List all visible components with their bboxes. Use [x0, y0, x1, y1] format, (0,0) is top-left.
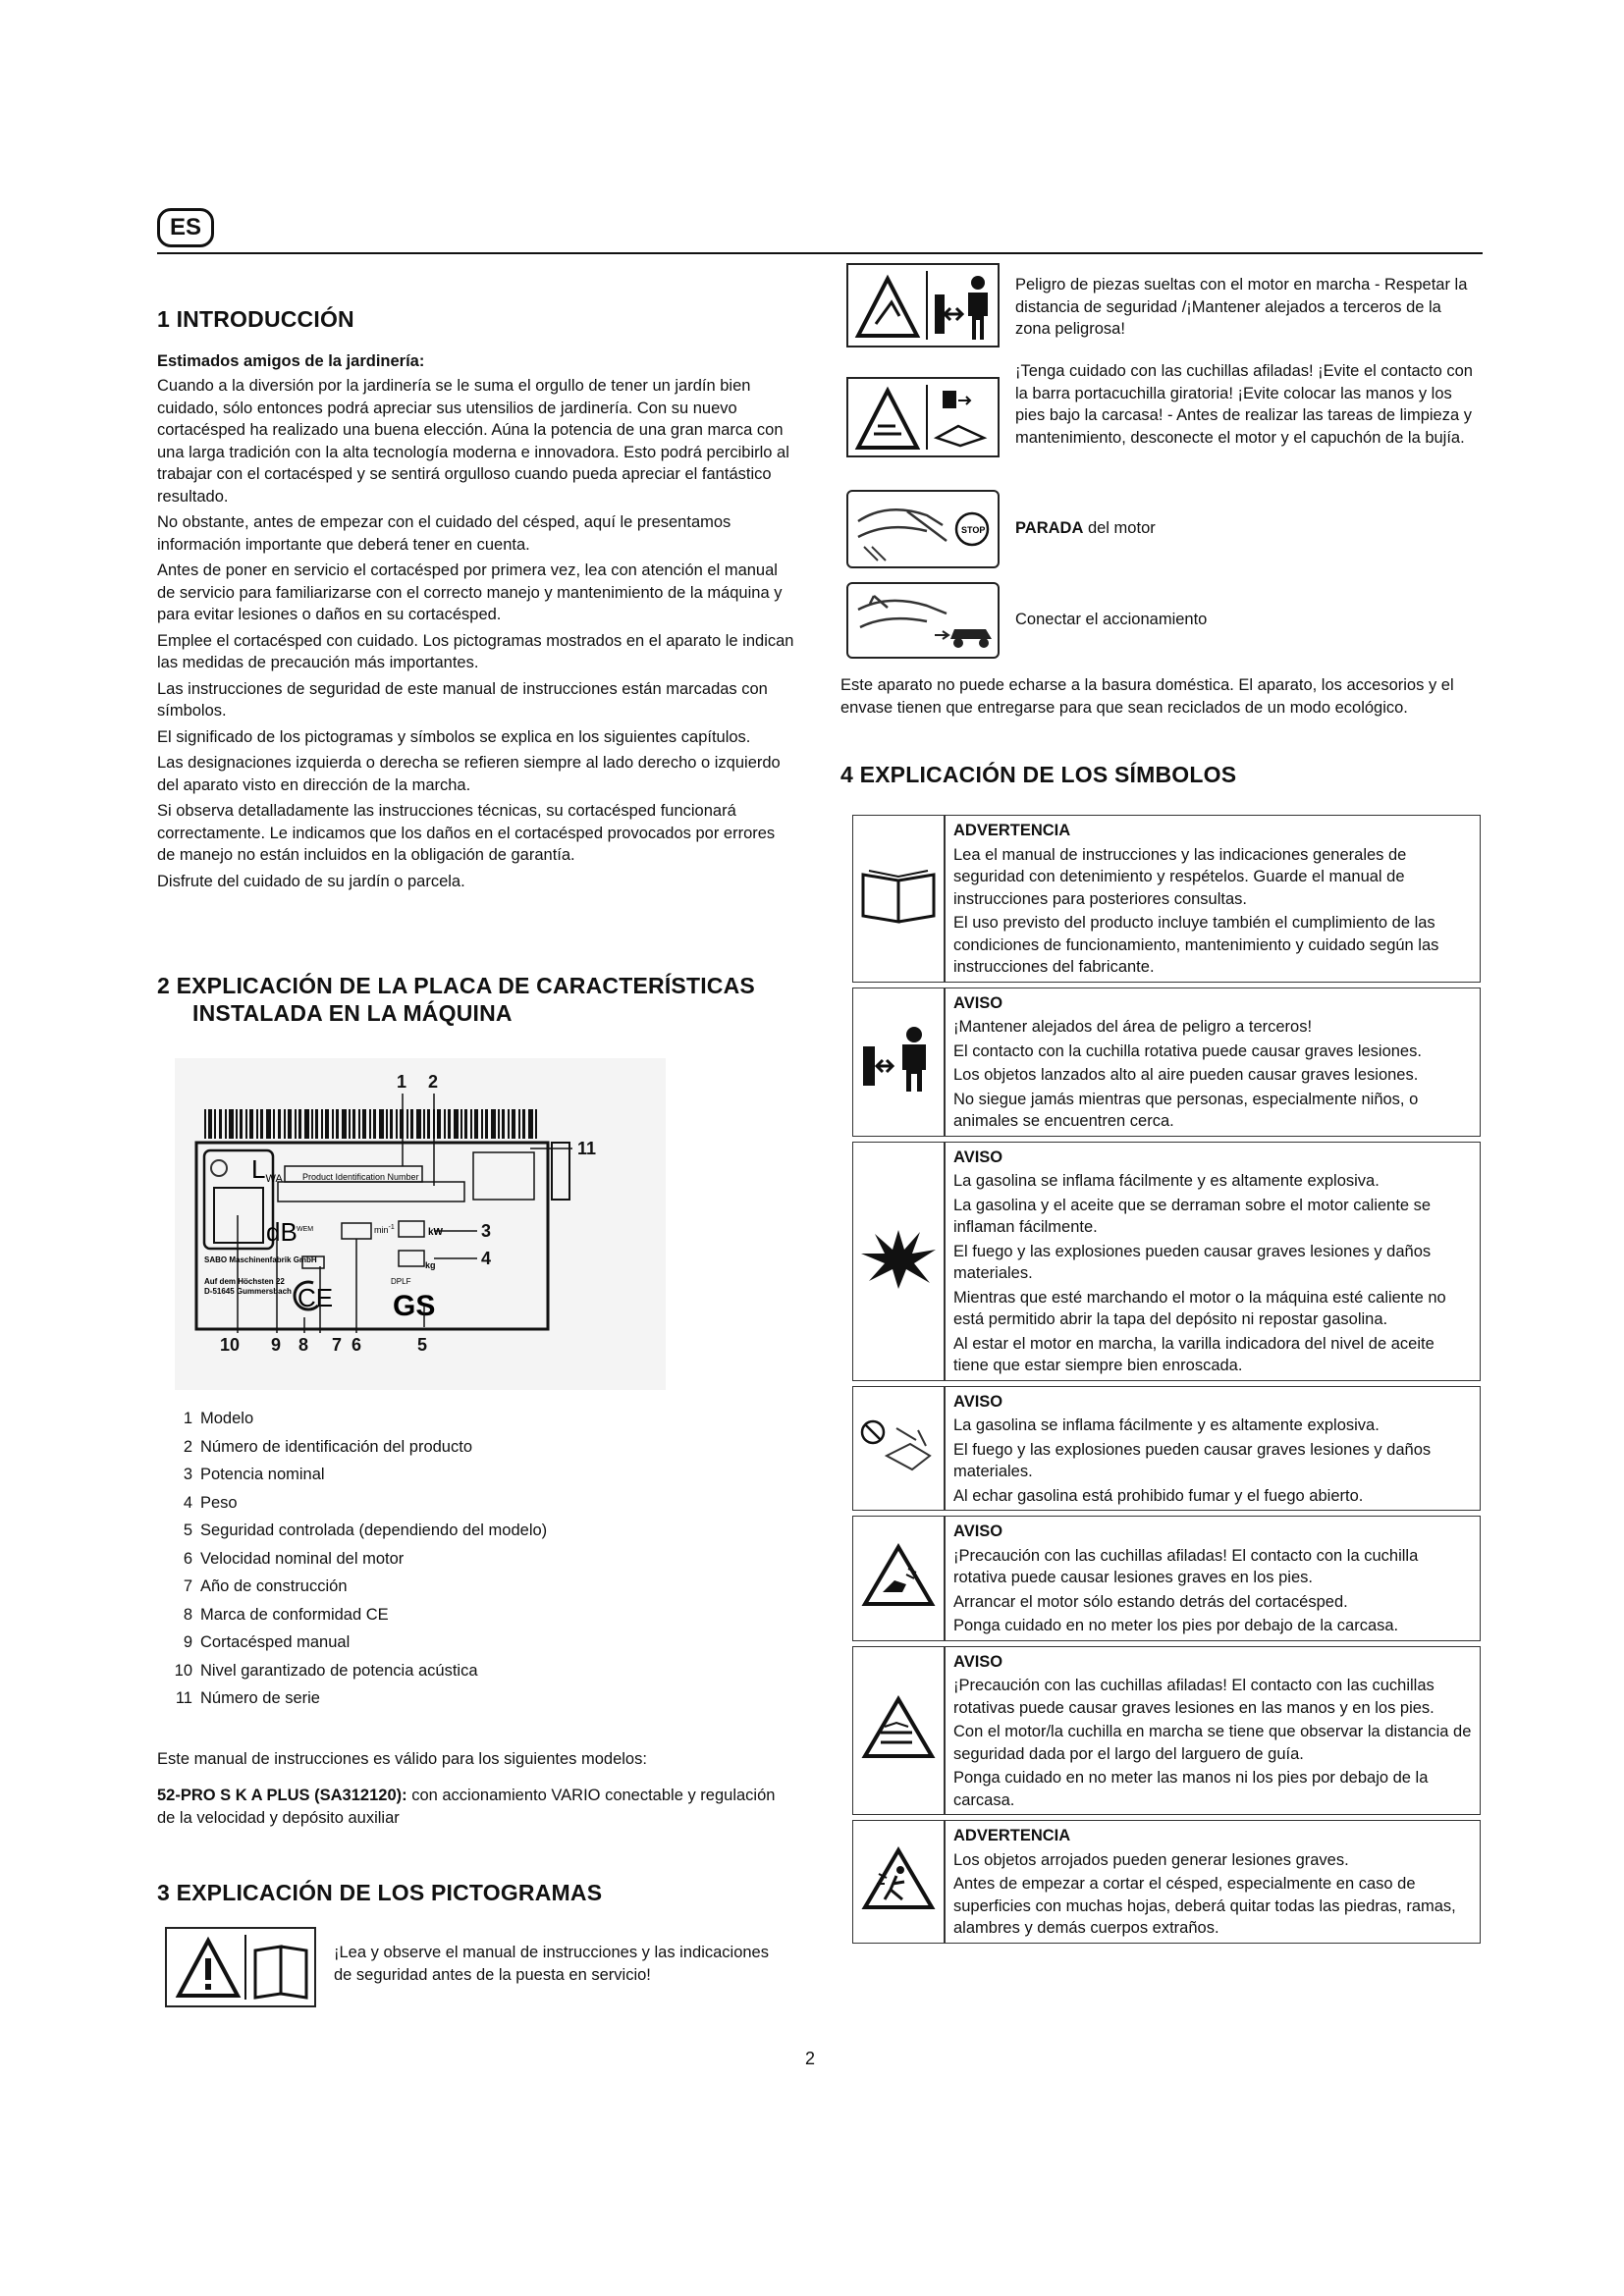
section3-title: 3 EXPLICACIÓN DE LOS PICTOGRAMAS	[157, 1880, 603, 1905]
plate-ce-mark: CE	[298, 1283, 334, 1312]
callout-4: 4	[481, 1249, 492, 1268]
section1-paragraph: El significado de los pictogramas y símbolos se explica en los siguientes capítulos.	[157, 727, 751, 746]
keep-distance-icon	[857, 1081, 940, 1097]
hand-blade-warning-icon	[857, 1749, 940, 1766]
disposal-note: Este aparato no puede echarse a la basura doméstica. El aparato, los accesorios y el envase tienen que entregarse para que sean reciclados de un modo ecológico.	[840, 676, 1454, 717]
symbol-line: El fuego y las explosiones pueden causar graves lesiones y daños materiales.	[953, 1440, 1432, 1480]
section1-title: 1 INTRODUCCIÓN	[157, 306, 354, 332]
plate-legend	[173, 1410, 723, 1718]
plate-address-1: Auf dem Höchsten 22	[204, 1277, 285, 1286]
symbol-icon-cell	[852, 988, 945, 1137]
engine-stop-rest: del motor	[1083, 519, 1156, 537]
legend-number: 5	[183, 1522, 192, 1539]
foot-blade-warning-icon	[857, 1597, 940, 1614]
legend-text: Marca de conformidad CE	[200, 1605, 389, 1624]
section1-paragraph: Antes de poner en servicio el cortacésped por primera vez, lea con atención el manual de servicio para familiarizarse con el correcto manejo y mantenimiento de la máquina y para evitar lesiones o daños en su cortacésped.	[157, 561, 783, 623]
symbol-heading: AVISO	[953, 1652, 1003, 1671]
book-icon	[857, 913, 940, 930]
picto-read-manual	[165, 1927, 316, 2007]
picto-loose-parts-text: Peligro de piezas sueltas con el motor en marcha - Respetar la distancia de seguridad /¡Mantener alejados a terceros de la zona peligrosa!	[1015, 276, 1468, 338]
symbol-line: El contacto con la cuchilla rotativa puede causar graves lesiones.	[953, 1041, 1422, 1060]
plate-kg: kg	[425, 1260, 436, 1270]
symbol-text-cell	[945, 1142, 1481, 1381]
legend-text: Modelo	[200, 1410, 254, 1427]
callout-10: 10	[220, 1335, 241, 1355]
section1-paragraph: Si observa detalladamente las instrucciones técnicas, su cortacésped funcionará correctamente. Le indicamos que los daños en el cortacésped provocados por errores de manejo no están incluidos en la obligación de garantía.	[157, 802, 776, 864]
plate-gs-mark: GS	[393, 1290, 436, 1322]
section2-title: 2 EXPLICACIÓN DE LA PLACA DE CARACTERÍSTICAS	[157, 973, 755, 998]
symbol-row	[852, 815, 1481, 983]
stop-sign-label: STOP	[961, 525, 986, 535]
symbol-line: Con el motor/la cuchilla en marcha se tiene que observar la distancia de seguridad dada por el largo del larguero de guía.	[953, 1723, 1472, 1763]
callout-3: 3	[481, 1221, 492, 1241]
symbol-heading: ADVERTENCIA	[953, 822, 1071, 839]
symbol-line: Los objetos lanzados alto al aire pueden causar graves lesiones.	[953, 1066, 1419, 1084]
callout-6: 6	[352, 1335, 362, 1355]
symbol-text-cell	[945, 1820, 1481, 1944]
model-name: 52-PRO S K A PLUS (SA312120):	[157, 1787, 407, 1804]
sharp-blade-warning-icon	[848, 379, 998, 455]
symbol-icon-cell	[852, 1142, 945, 1381]
symbol-heading: AVISO	[953, 1522, 1003, 1540]
no-smoking-fuel-icon	[857, 1463, 940, 1479]
section4-title: 4 EXPLICACIÓN DE LOS SÍMBOLOS	[840, 762, 1237, 787]
legend-item	[173, 1494, 723, 1522]
picto-loose-parts	[846, 263, 1000, 347]
legend-number: 7	[183, 1577, 192, 1595]
legend-text: Número de identificación del producto	[200, 1437, 472, 1456]
plate-outline	[196, 1143, 548, 1329]
explosion-icon	[857, 1280, 940, 1297]
warning-book-icon	[167, 1929, 314, 2005]
symbol-line: ¡Mantener alejados del área de peligro a terceros!	[953, 1018, 1313, 1036]
plate-wem: WEM	[297, 1226, 314, 1233]
legend-item	[173, 1689, 723, 1718]
symbol-line: El fuego y las explosiones pueden causar graves lesiones y daños materiales.	[953, 1242, 1432, 1282]
legend-item	[173, 1466, 723, 1494]
page-number: 2	[805, 2049, 816, 2068]
symbol-row	[852, 1516, 1481, 1641]
legend-item	[173, 1633, 723, 1662]
symbol-line: Al echar gasolina está prohibido fumar y el fuego abierto.	[953, 1486, 1364, 1505]
section1-paragraph: Las instrucciones de seguridad de este manual de instrucciones están marcadas con símbolos.	[157, 679, 768, 720]
legend-number: 10	[174, 1661, 192, 1680]
legend-text: Cortacésped manual	[200, 1633, 351, 1651]
plate-kw: kW	[428, 1227, 443, 1238]
plate-db: dB	[266, 1217, 298, 1247]
legend-number: 9	[183, 1633, 192, 1651]
symbol-line: Ponga cuidado en no meter los pies por debajo de la carcasa.	[953, 1617, 1399, 1634]
section1-greeting: Estimados amigos de la jardinería:	[157, 352, 425, 370]
plate-dplf: DPLF	[391, 1277, 411, 1286]
engine-stop-icon	[848, 492, 998, 566]
symbol-text-cell	[945, 1516, 1481, 1641]
picto-sharp-blades-text: ¡Tenga cuidado con las cuchillas afiladas! ¡Evite el contacto con la barra portacuchilla giratoria! ¡Evite colocar las manos y los pies bajo la carcasa! - Antes de realizar las tareas de limpieza y mantenimiento, desconecte el motor y el capuchón de la bujía.	[1015, 362, 1473, 447]
legend-number: 1	[183, 1410, 192, 1427]
legend-text: Año de construcción	[200, 1577, 348, 1595]
symbol-line: El uso previsto del producto incluye también el cumplimiento de las condiciones de funcionamiento, mantenimiento y cuidado según las instrucciones del fabricante.	[953, 914, 1439, 976]
legend-number: 8	[183, 1605, 192, 1624]
callout-8: 8	[298, 1335, 309, 1355]
symbol-text-cell	[945, 988, 1481, 1137]
legend-number: 6	[183, 1549, 192, 1568]
plate-address-2: D-51645 Gummersbach	[204, 1287, 292, 1296]
symbols-table	[852, 810, 1481, 1949]
symbol-line: ¡Precaución con las cuchillas afiladas! El contacto con la cuchilla rotativa puede causar lesiones graves en los pies.	[953, 1546, 1419, 1586]
symbol-row	[852, 1386, 1481, 1512]
symbol-text-cell	[945, 1646, 1481, 1816]
section1-paragraph: No obstante, antes de empezar con el cuidado del césped, aquí le presentamos información importante que deberá tener en cuenta.	[157, 513, 731, 554]
section1-body	[157, 375, 795, 896]
symbol-row	[852, 1820, 1481, 1944]
legend-text: Número de serie	[200, 1689, 320, 1707]
symbol-line: La gasolina se inflama fácilmente y es altamente explosiva.	[953, 1172, 1380, 1190]
callout-11: 11	[577, 1139, 597, 1158]
picto-drive-engage	[846, 582, 1000, 659]
section1-paragraph: Disfrute del cuidado de su jardín o parcela.	[157, 872, 465, 890]
plate-product-id-label: Product Identification Number	[302, 1172, 419, 1182]
section1-paragraph: Emplee el cortacésped con cuidado. Los pictogramas mostrados en el aparato le indican las medidas de precaución más importantes.	[157, 631, 794, 671]
callout-5: 5	[417, 1335, 428, 1355]
picto-drive-engage-text: Conectar el accionamiento	[1015, 611, 1208, 628]
symbol-text-cell	[945, 815, 1481, 983]
symbol-heading: ADVERTENCIA	[953, 1827, 1071, 1844]
symbol-line: Lea el manual de instrucciones y las indicaciones generales de seguridad con detenimiento y respételos. Guarde el manual de instrucciones para posteriores consultas.	[953, 845, 1407, 908]
symbol-icon-cell	[852, 815, 945, 983]
rating-plate-drawing	[175, 1058, 666, 1390]
symbol-icon-cell	[852, 1646, 945, 1816]
symbol-line: Mientras que esté marchando el motor o la máquina esté caliente no está permitido abrir la tapa del depósito ni repostar gasolina.	[953, 1288, 1446, 1328]
callout-9: 9	[271, 1335, 282, 1355]
legend-item	[173, 1550, 723, 1578]
symbol-line: Al estar el motor en marcha, la varilla indicadora del nivel de aceite tiene que estar siempre bien enroscada.	[953, 1334, 1435, 1374]
valid-models-intro: Este manual de instrucciones es válido para los siguientes modelos:	[157, 1750, 647, 1768]
model-details: con accionamiento VARIO conectable y regulación de la velocidad y depósito auxiliar	[157, 1787, 776, 1827]
symbol-icon-cell	[852, 1820, 945, 1944]
plate-lwa: LWA	[251, 1154, 283, 1185]
callout-7: 7	[332, 1335, 343, 1355]
header-rule	[157, 252, 1483, 254]
legend-item	[173, 1522, 723, 1550]
legend-number: 11	[175, 1689, 192, 1707]
legend-item	[173, 1438, 723, 1467]
legend-text: Peso	[200, 1493, 238, 1512]
symbol-line: ¡Precaución con las cuchillas afiladas! El contacto con las cuchillas rotativas puede causar graves lesiones en las manos y en los pies.	[953, 1677, 1435, 1717]
symbol-row	[852, 1646, 1481, 1816]
callout-1: 1	[397, 1072, 407, 1092]
symbol-heading: AVISO	[953, 993, 1003, 1012]
symbol-heading: AVISO	[953, 1392, 1003, 1411]
symbol-text-cell	[945, 1386, 1481, 1512]
engine-stop-bold: PARADA	[1015, 519, 1084, 537]
picto-engine-stop-text	[1015, 517, 1477, 540]
legend-item	[173, 1577, 723, 1606]
model-description	[157, 1785, 795, 1829]
legend-number: 3	[183, 1466, 192, 1483]
legend-text: Velocidad nominal del motor	[200, 1549, 405, 1568]
symbol-line: Ponga cuidado en no meter las manos ni los pies por debajo de la carcasa.	[953, 1769, 1429, 1809]
legend-number: 4	[183, 1493, 192, 1512]
symbol-line: Arrancar el motor sólo estando detrás del cortacésped.	[953, 1592, 1348, 1611]
keep-away-warning-icon	[848, 265, 998, 346]
language-badge: ES	[157, 208, 214, 247]
legend-item	[173, 1662, 723, 1690]
picto-read-manual-text: ¡Lea y observe el manual de instrucciones y las indicaciones de seguridad antes de la puesta en servicio!	[334, 1944, 769, 1984]
section2-title-line2: INSTALADA EN LA MÁQUINA	[192, 1000, 513, 1026]
symbol-line: Los objetos arrojados pueden generar lesiones graves.	[953, 1850, 1349, 1869]
picto-sharp-blades	[846, 377, 1000, 457]
symbol-icon-cell	[852, 1386, 945, 1512]
plate-maker: SABO Maschinenfabrik GmbH	[204, 1255, 317, 1264]
symbol-icon-cell	[852, 1516, 945, 1641]
symbol-line: No siegue jamás mientras que personas, especialmente niños, o animales se encuentren cerca.	[953, 1090, 1419, 1130]
legend-item	[173, 1606, 723, 1634]
drive-engage-icon	[848, 584, 998, 657]
symbol-line: Antes de empezar a cortar el césped, especialmente en caso de superficies con muchas hojas, deberá quitar todas las piedras, ramas, alambres y demás cuerpos extraños.	[953, 1875, 1456, 1937]
section1-paragraph: Las designaciones izquierda o derecha se refieren siempre al lado derecho o izquierdo del aparato visto en dirección de la marcha.	[157, 754, 781, 794]
legend-text: Nivel garantizado de potencia acústica	[200, 1661, 478, 1680]
plate-min: $\min^{-1}$	[374, 1224, 395, 1235]
picto-engine-stop	[846, 490, 1000, 568]
legend-text: Seguridad controlada (dependiendo del modelo)	[200, 1522, 548, 1539]
barcode	[204, 1109, 537, 1139]
section1-paragraph: Cuando a la diversión por la jardinería se le suma el orgullo de tener un jardín bien cuidado, sólo entonces podrá apreciar sus utensilios de jardinería. Con su nuevo cortacésped ha realizado una buena elección. Aúna la potencia de una gran marca con una larga tradición con la alta tecnología moderna e innovadora. Esto podrá percibirlo al trabajar con el cortacésped y se sentirá orgulloso cuando pueda apreciar el fantástico resultado.	[157, 377, 789, 506]
legend-number: 2	[183, 1437, 192, 1456]
symbol-heading: AVISO	[953, 1148, 1003, 1166]
callout-2: 2	[428, 1072, 439, 1092]
legend-item	[173, 1410, 723, 1438]
rating-plate-figure	[175, 1058, 666, 1390]
legend-text: Potencia nominal	[200, 1466, 325, 1483]
thrown-objects-warning-icon	[857, 1900, 940, 1917]
symbol-row	[852, 1142, 1481, 1381]
symbol-row	[852, 988, 1481, 1137]
symbol-line: La gasolina y el aceite que se derraman sobre el motor caliente se inflaman fácilmente.	[953, 1196, 1432, 1236]
symbol-line: La gasolina se inflama fácilmente y es altamente explosiva.	[953, 1416, 1380, 1434]
